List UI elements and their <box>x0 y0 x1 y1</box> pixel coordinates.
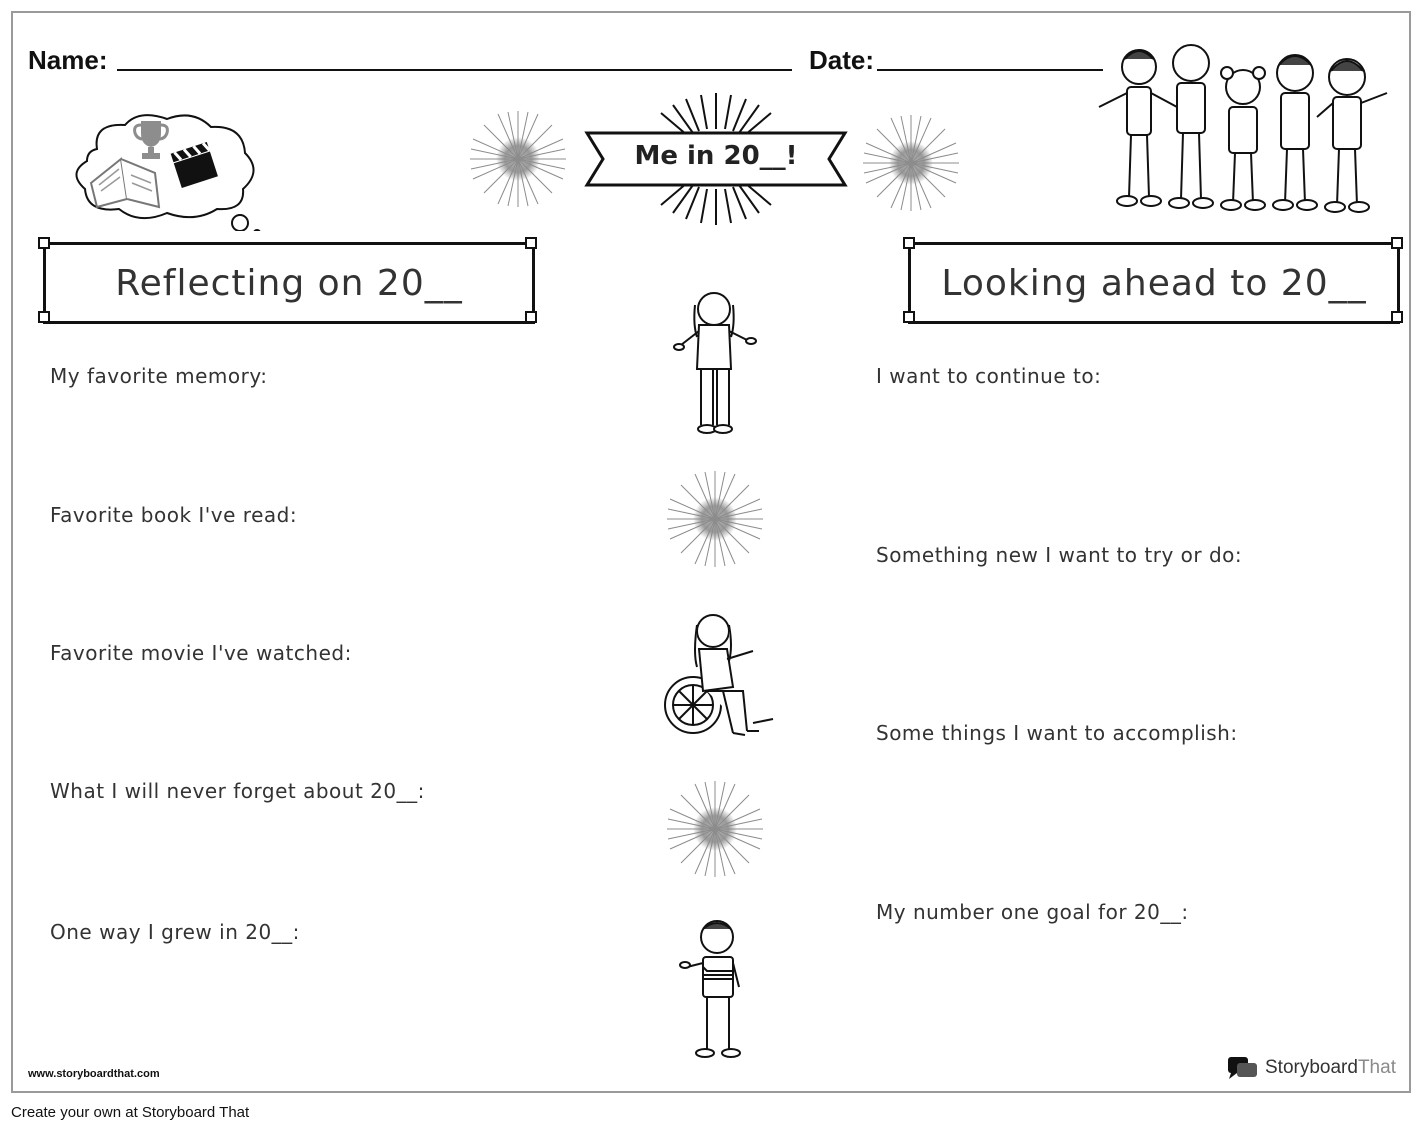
footer-url[interactable]: www.storyboardthat.com <box>28 1068 160 1080</box>
corner-ornament <box>903 237 915 249</box>
prompt-never-forget: What I will never forget about 20__: <box>50 779 425 803</box>
date-line[interactable] <box>877 69 1103 71</box>
corner-ornament <box>1391 311 1403 323</box>
name-line[interactable] <box>117 69 792 71</box>
prompt-number-one-goal: My number one goal for 20__: <box>876 900 1189 924</box>
book-icon <box>87 153 161 209</box>
prompt-want-to-continue: I want to continue to: <box>876 364 1102 388</box>
name-label: Name: <box>28 45 108 75</box>
firework-icon <box>665 469 765 569</box>
firework-icon <box>468 109 568 209</box>
prompt-favorite-book: Favorite book I've read: <box>50 503 298 527</box>
reflecting-title: Reflecting on 20__ <box>115 262 463 304</box>
firework-icon <box>861 113 961 213</box>
storyboardthat-logo[interactable] <box>1227 1055 1396 1081</box>
logo-text-light: That <box>1357 1057 1396 1078</box>
prompt-something-new: Something new I want to try or do: <box>876 543 1243 567</box>
create-your-own-link[interactable]: Create your own at Storyboard That <box>11 1104 250 1121</box>
corner-ornament <box>903 311 915 323</box>
prompt-one-way-grew: One way I grew in 20__: <box>50 920 300 944</box>
firework-icon <box>665 779 765 879</box>
boy-illustration <box>677 917 749 1059</box>
date-label: Date: <box>809 45 875 75</box>
reflecting-section-header <box>43 242 535 324</box>
worksheet <box>11 11 1411 1093</box>
wheelchair-kid-illustration <box>663 607 775 743</box>
girl-illustration <box>673 285 759 435</box>
corner-ornament <box>1391 237 1403 249</box>
looking-ahead-section-header <box>908 242 1400 324</box>
looking-ahead-title: Looking ahead to 20__ <box>941 262 1367 304</box>
prompt-favorite-movie: Favorite movie I've watched: <box>50 641 352 665</box>
prompt-accomplish: Some things I want to accomplish: <box>876 721 1238 745</box>
corner-ornament <box>525 237 537 249</box>
corner-ornament <box>38 237 50 249</box>
logo-text-dark: Storyboard <box>1265 1057 1358 1078</box>
corner-ornament <box>38 311 50 323</box>
speech-bubble-icon <box>1227 1055 1259 1081</box>
banner-title: Me in 20__! <box>634 141 798 171</box>
group-of-kids-illustration <box>1091 37 1391 213</box>
clapperboard-icon <box>169 139 219 189</box>
corner-ornament <box>525 311 537 323</box>
prompt-favorite-memory: My favorite memory: <box>50 364 268 388</box>
